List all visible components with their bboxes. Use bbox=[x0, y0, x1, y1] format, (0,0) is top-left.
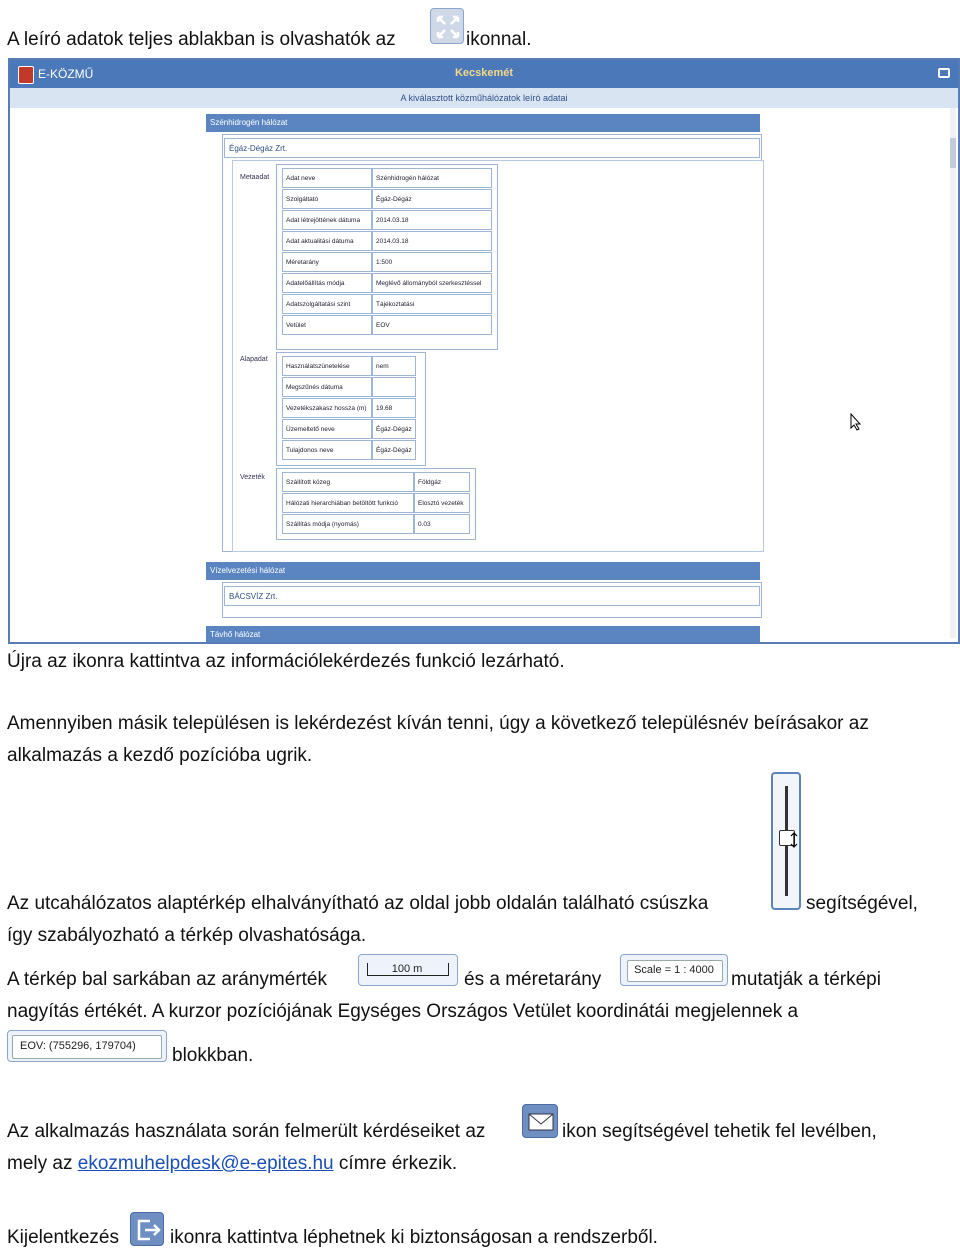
paragraph-scale-4: nagyítás értékét. A kurzor pozíciójának Egységes Országos Vetület koordinátái megjelennek a bbox=[7, 1001, 799, 1022]
paragraph-scale-1: A térkép bal sarkában az aránymérték bbox=[7, 969, 328, 990]
eov-coordinates-label: EOV: (755296, 179704) bbox=[20, 1040, 136, 1052]
panel-subtitle: A kiválasztott közműhálózatok leíró adatai bbox=[10, 88, 958, 108]
attr-label: Szállított közeg bbox=[282, 472, 414, 492]
paragraph-mail-2 bbox=[7, 1152, 457, 1176]
attr-value: Égáz-Dégáz bbox=[372, 189, 492, 209]
mail-icon[interactable] bbox=[522, 1104, 558, 1138]
scale-ratio-box bbox=[620, 954, 728, 986]
attr-value: Meglévő állományból szerkesztéssel bbox=[372, 273, 492, 293]
paragraph-slider-2: így szabályozható a térkép olvashatósága. bbox=[7, 925, 367, 946]
attr-label: Adatelőállítás módja bbox=[282, 273, 372, 293]
eov-coordinates bbox=[7, 1030, 167, 1062]
cursor-icon bbox=[850, 413, 862, 431]
group-label-pipe: Vezeték bbox=[240, 474, 265, 481]
resize-cursor-icon bbox=[789, 832, 799, 848]
paragraph-close: Újra az ikonra kattintva az információlekérdezés funkció lezárható. bbox=[7, 651, 565, 672]
paragraph-logout-1: Kijelentkezés bbox=[7, 1227, 119, 1248]
section-header-gas[interactable]: Szénhidrogén hálózat bbox=[206, 114, 760, 132]
attr-value: Tájékoztatási bbox=[372, 294, 492, 314]
attr-label: Vetület bbox=[282, 315, 372, 335]
paragraph-scale-5: blokkban. bbox=[172, 1045, 254, 1066]
attr-label: Használatszünetelése bbox=[282, 356, 372, 376]
attr-value bbox=[372, 377, 416, 397]
helpdesk-email-link[interactable]: ekozmuhelpdesk@e-epites.hu bbox=[77, 1153, 334, 1174]
attr-value: EOV bbox=[372, 315, 492, 335]
company-water: BÁCSVÍZ Zrt. bbox=[224, 586, 760, 606]
attr-value: 2014.03.18 bbox=[372, 210, 492, 230]
group-label-meta: Metaadat bbox=[240, 174, 270, 181]
mail-suffix: címre érkezik. bbox=[338, 1153, 458, 1174]
fullscreen-icon[interactable] bbox=[430, 8, 464, 44]
attr-value: 1:500 bbox=[372, 252, 492, 272]
intro-text-end: ikonnal. bbox=[466, 29, 532, 50]
scale-bar-label: 100 m bbox=[391, 963, 423, 975]
paragraph-scale-2: és a méretarány bbox=[464, 969, 602, 990]
attr-label: Adat létrejöttének dátuma bbox=[282, 210, 372, 230]
company-gas: Égáz-Dégáz Zrt. bbox=[224, 138, 760, 158]
attr-label: Megszűnés dátuma bbox=[282, 377, 372, 397]
opacity-slider[interactable] bbox=[771, 772, 801, 910]
attr-label: Hálózati hierarchiában betöltött funkció bbox=[282, 493, 414, 513]
mail-prefix: mely az bbox=[7, 1153, 73, 1174]
attr-label: Tulajdonos neve bbox=[282, 440, 372, 460]
attr-value: 19.68 bbox=[372, 398, 416, 418]
app-brand: E-KÖZMŰ bbox=[38, 67, 94, 81]
paragraph-scale-3: mutatják a térképi bbox=[731, 969, 881, 990]
app-screenshot bbox=[8, 58, 960, 644]
attr-label: Szolgáltató bbox=[282, 189, 372, 209]
paragraph-logout-2: ikonra kattintva léphetnek ki biztonságosan a rendszerből. bbox=[170, 1227, 658, 1248]
attr-label: Adat neve bbox=[282, 168, 372, 188]
scale-bar bbox=[358, 954, 458, 986]
intro-text: A leíró adatok teljes ablakban is olvashatók az bbox=[7, 29, 396, 50]
print-icon[interactable] bbox=[938, 68, 950, 78]
attr-value: Égáz-Dégáz bbox=[372, 440, 416, 460]
attr-label: Adat aktualitási dátuma bbox=[282, 231, 372, 251]
attr-label: Vezetékszakasz hossza (m) bbox=[282, 398, 372, 418]
attr-value: Földgáz bbox=[414, 472, 470, 492]
paragraph-settlement-1: Amennyiben másik településen is lekérdezést kíván tenni, úgy a következő településnév beírásakor az bbox=[7, 713, 869, 734]
paragraph-mail-1: Az alkalmazás használata során felmerült kérdéseiket az bbox=[7, 1121, 486, 1142]
scrollbar[interactable] bbox=[950, 108, 956, 638]
attr-value: Égáz-Dégáz bbox=[372, 419, 416, 439]
app-header bbox=[10, 60, 958, 88]
paragraph-mail-1-end: ikon segítségével tehetik fel levélben, bbox=[562, 1121, 877, 1142]
attr-value: nem bbox=[372, 356, 416, 376]
attr-value: 0.03 bbox=[414, 514, 470, 534]
attr-label: Szállítás módja (nyomás) bbox=[282, 514, 414, 534]
attr-value: Elosztó vezeték bbox=[414, 493, 470, 513]
attr-value: 2014.03.18 bbox=[372, 231, 492, 251]
attr-label: Méretarány bbox=[282, 252, 372, 272]
attr-label: Üzemeltető neve bbox=[282, 419, 372, 439]
scale-ratio-label: Scale = 1 : 4000 bbox=[634, 964, 714, 976]
paragraph-slider-1: Az utcahálózatos alaptérkép elhalványítható az oldal jobb oldalán található csúszka bbox=[7, 893, 709, 914]
logout-icon[interactable] bbox=[130, 1212, 164, 1246]
paragraph-slider-1-end: segítségével, bbox=[806, 893, 918, 914]
section-header-water[interactable]: Vízelvezetési hálózat bbox=[206, 562, 760, 580]
section-header-heat[interactable]: Távhő hálózat bbox=[206, 626, 760, 644]
group-label-base: Alapadat bbox=[240, 356, 268, 363]
attr-value: Szénhidrogén hálózat bbox=[372, 168, 492, 188]
city-name: Kecskemét bbox=[454, 67, 514, 79]
attr-label: Adatszolgáltatási szint bbox=[282, 294, 372, 314]
paragraph-settlement-2: alkalmazás a kezdő pozícióba ugrik. bbox=[7, 745, 313, 766]
